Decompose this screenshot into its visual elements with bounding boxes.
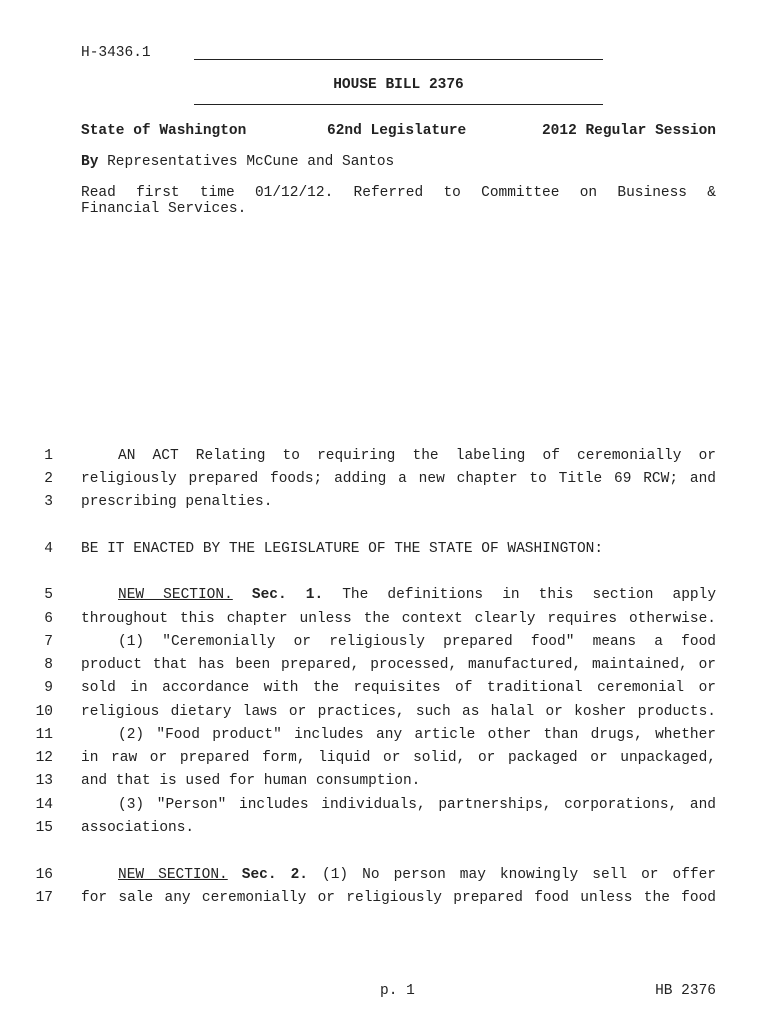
line-number: 11 — [35, 727, 53, 743]
new-section-label: NEW SECTION. — [118, 587, 233, 603]
line-number: 4 — [44, 541, 53, 557]
top-rule — [194, 59, 603, 60]
document-id: H-3436.1 — [81, 45, 151, 61]
section-1-heading: NEW SECTION. Sec. 1. The definitions in this section apply — [118, 587, 717, 603]
line-number: 10 — [35, 704, 53, 720]
body-line: and that is used for human consumption. — [81, 773, 421, 789]
line-number: 14 — [35, 797, 53, 813]
body-line: AN ACT Relating to requiring the labeling of ceremonially or — [118, 448, 716, 464]
legislature: 62nd Legislature — [327, 123, 467, 139]
line-number: 17 — [35, 890, 53, 906]
read-second-line: Financial Services. — [81, 201, 247, 217]
body-line: for sale any ceremonially or religiously prepared food unless the food — [81, 890, 716, 906]
new-section-label: NEW SECTION. — [118, 867, 228, 883]
body-line: product that has been prepared, processed, manufactured, maintained, or — [81, 657, 716, 673]
body-line: (1) "Ceremonially or religiously prepared food" means a food — [118, 634, 716, 650]
state-name: State of Washington — [81, 123, 247, 139]
line-number: 12 — [35, 750, 53, 766]
sponsor-line — [81, 155, 394, 170]
line-number: 9 — [44, 680, 53, 696]
line-number: 8 — [44, 657, 53, 673]
body-line: throughout this chapter unless the context clearly requires otherwise. — [81, 611, 716, 627]
body-line: prescribing penalties. — [81, 494, 273, 510]
line-number: 3 — [44, 494, 53, 510]
section-2-heading: NEW SECTION. Sec. 2. (1) No person may knowingly sell or offer — [118, 867, 717, 883]
body-line: associations. — [81, 820, 195, 836]
body-line: (3) "Person" includes individuals, partnerships, corporations, and — [118, 797, 716, 813]
page-number: p. 1 — [380, 983, 415, 999]
session: 2012 Regular Session — [541, 123, 716, 139]
title-rule — [194, 104, 603, 105]
section-number: Sec. 2. — [241, 867, 308, 883]
body-line: (2) "Food product" includes any article other than drugs, whether — [118, 727, 716, 743]
line-number: 15 — [35, 820, 53, 836]
body-line: religious dietary laws or practices, such as halal or kosher products. — [81, 704, 716, 720]
sponsor-prefix: By — [81, 154, 99, 170]
body-line: religiously prepared foods; adding a new chapter to Title 69 RCW; and — [81, 471, 716, 487]
bill-reference: HB 2376 — [655, 983, 716, 999]
sponsors: Representatives McCune and Santos — [107, 154, 395, 170]
body-line: in raw or prepared form, liquid or solid, or packaged or unpackaged, — [81, 750, 716, 766]
bill-title: HOUSE BILL 2376 — [333, 77, 464, 93]
line-number: 13 — [35, 773, 53, 789]
enacting-clause: BE IT ENACTED BY THE LEGISLATURE OF THE STATE OF WASHINGTON: — [81, 541, 604, 557]
line-number: 1 — [44, 448, 53, 464]
read-first-line: Read first time 01/12/12. Referred to Committee on Business & — [81, 185, 716, 201]
line-number: 2 — [44, 471, 53, 487]
body-line: sold in accordance with the requisites of traditional ceremonial or — [81, 680, 716, 696]
section-number: Sec. 1. — [251, 587, 324, 603]
line-number: 16 — [35, 867, 53, 883]
line-number: 6 — [44, 611, 53, 627]
line-number: 7 — [44, 634, 53, 650]
line-number: 5 — [44, 587, 53, 603]
